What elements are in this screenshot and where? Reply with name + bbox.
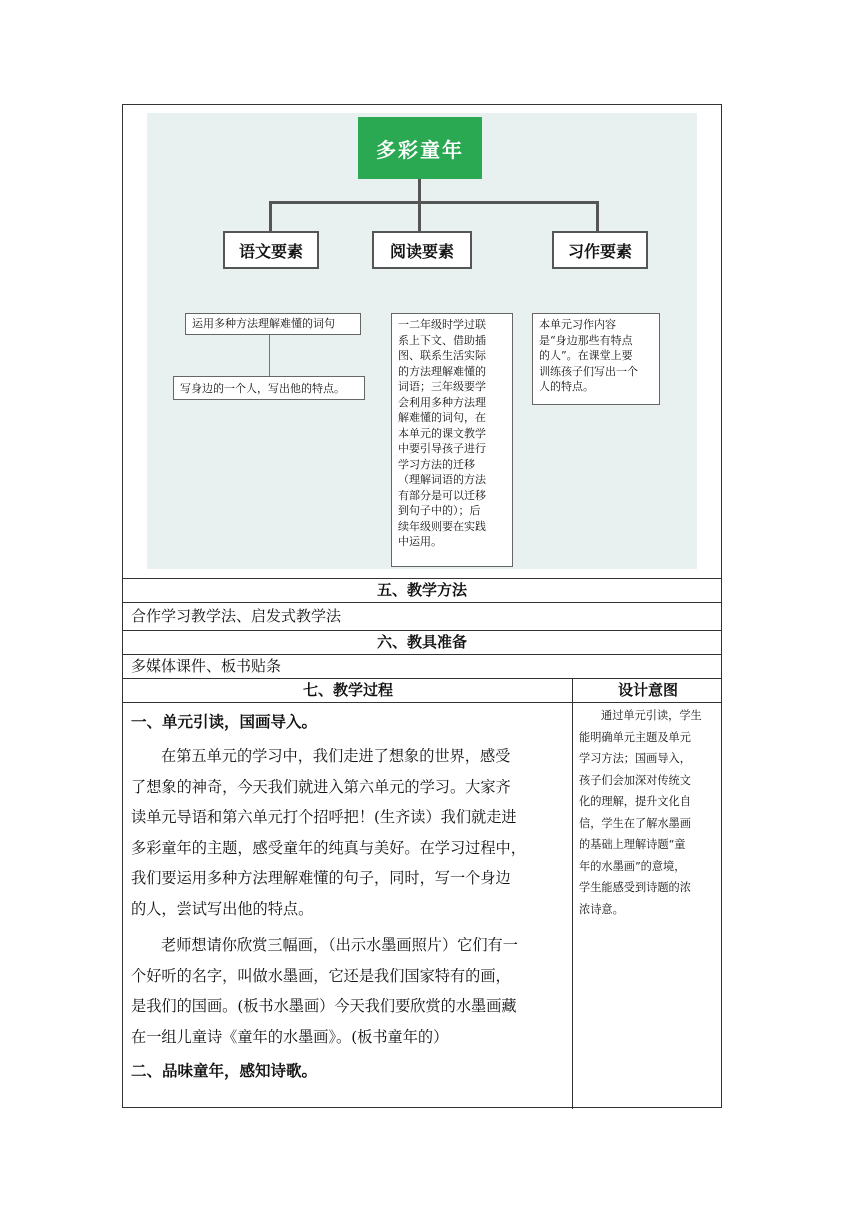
section5-content: 合作学习教学法、启发式教学法	[123, 603, 721, 631]
section6-title: 六、教具准备	[123, 631, 721, 655]
note-chinese-method: 运用多种方法理解难懂的词句	[185, 313, 361, 335]
heading-poem: 二、品味童年，感知诗歌。	[131, 1061, 318, 1080]
diagram-root: 多彩童年	[358, 117, 482, 179]
para-ink-painting: 老师想请你欣赏三幅画，（出示水墨画照片）它们有一 个好听的名字，叫做水墨画，它还是我们国家特有的画， 是我们的国画。(板书水墨画）今天我们要欣赏的水墨画藏 在一组儿童诗《童年的水墨画》。(板书童年的）	[131, 936, 518, 1046]
category-writing: 习作要素	[552, 231, 648, 269]
section7-title: 七、教学过程	[302, 681, 393, 699]
unit-diagram	[147, 113, 697, 569]
design-intent-content: 通过单元引读，学生 能明确单元主题及单元 学习方法；国画导入， 孩子们会加深对传统文 化的理解，提升文化自 信，学生在了解水墨画 的基础上理解诗题“童 年的水墨画”的意境， 学生能感受到诗题的浓 浓诗意。	[579, 709, 702, 916]
category-reading: 阅读要素	[372, 231, 472, 269]
section5-title: 五、教学方法	[123, 579, 721, 603]
para-intro: 在第五单元的学习中，我们走进了想象的世界，感受 了想象的神奇，今天我们就进入第六单元的学习。大家齐 读单元导语和第六单元打个招呼把！(生齐读）我们就走进 多彩童年的主题，感受童年的纯真与美好。在学习过程中， 我们要运用多种方法理解难懂的句子，同时，写一个身边 的人，尝试写出他的特点。	[131, 747, 526, 918]
note-writing: 本单元习作内容 是“身边那些有特点 的人”。在课堂上要 训练孩子们写出一个 人的特点。	[532, 313, 660, 405]
section6-content: 多媒体课件、板书贴条	[123, 655, 721, 679]
category-chinese: 语文要素	[223, 231, 319, 269]
diagram-row	[123, 105, 721, 579]
design-intent-title: 设计意图	[617, 681, 678, 699]
heading-unit-intro: 一、单元引读，国画导入。	[131, 712, 318, 731]
process-content	[123, 703, 572, 1109]
lesson-table	[122, 104, 722, 1108]
note-chinese-writing: 写身边的一个人，写出他的特点。	[173, 376, 365, 400]
section7-header-row	[123, 679, 721, 703]
note-reading: 一二年级时学过联 系上下文、借助插 图、联系生活实际 的方法理解难懂的 词语；三年级要学 会利用多种方法理 解难懂的词句，在 本单元的课文教学 中要引导孩子进行 学习方法的迁移 （理解词语的方法 有部分是可以迁移 到句子中的）；后 续年级则要在实践 中运用。	[391, 313, 513, 567]
